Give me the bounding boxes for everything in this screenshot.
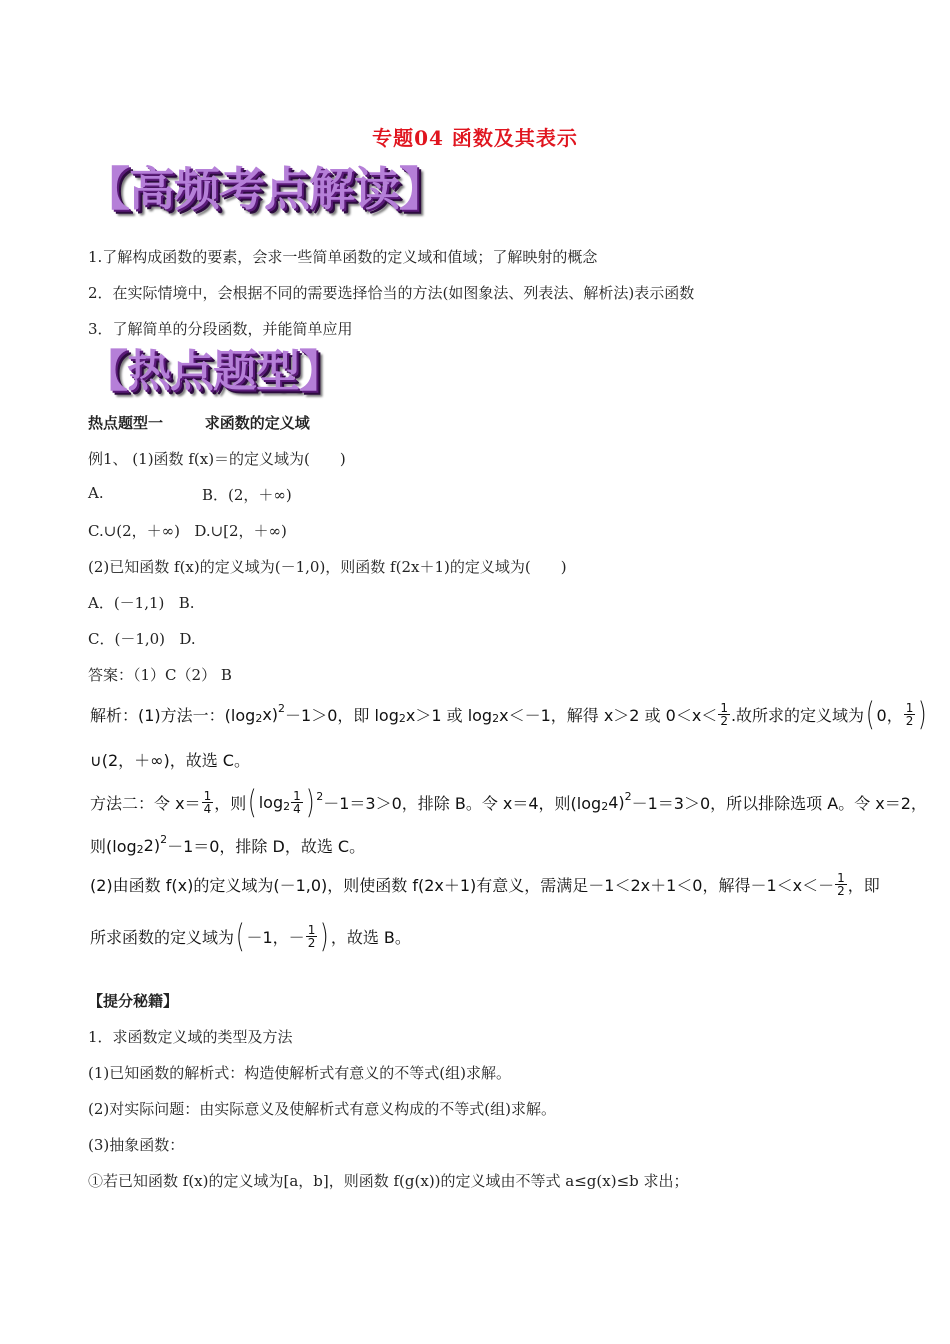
example1-q2-options-cd: C．(－1,0) D. — [88, 630, 196, 648]
solution-line-5: (2)由函数 f(x)的定义域为(－1,0)，则使函数 f(2x＋1)有意义，需满足－1＜2x＋1＜0，解得－1＜x＜－ $\frac{1}{2}$ ，即 — [90, 871, 880, 898]
example1-q2-options-ab: A．(－1,1) B. — [88, 594, 195, 612]
example1-q1-options-cd: C.∪(2，＋∞) D.∪[2，＋∞) — [88, 522, 287, 540]
objective-2: 2．在实际情境中，会根据不同的需要选择恰当的方法(如图象法、列表法、解析法)表示函数 — [88, 284, 695, 302]
fraction: $\frac{1}{2}$ — [720, 700, 728, 728]
hot-types-banner: 【热点题型】 — [84, 346, 342, 397]
fraction: $\frac{1}{2}$ — [837, 871, 845, 898]
tip-item-5: ①若已知函数 f(x)的定义域为[a，b]，则函数 f(g(x))的定义域由不等式 a≤g(x)≤b 求出； — [88, 1172, 689, 1190]
example1-q1-option-b: B．(2，＋∞) — [202, 486, 292, 504]
solution-line-1: 解析：(1)方法一：(log 2 x) 2 －1＞0，即 log 2 x＞1 或 log 2 x＜－1，解得 x＞2 或 0＜x＜ $\frac{1}{2}$ .故所求的定义域为 ( 0， $\frac{1}{2}$ ) — [90, 695, 927, 733]
example1-answer: 答案：（1）C（2） B — [88, 666, 232, 684]
fraction: $\frac{1}{2}$ — [307, 922, 316, 950]
tip-item-2: (1)已知函数的解析式：构造使解析式有意义的不等式(组)求解。 — [88, 1064, 511, 1082]
fraction: $\frac{1}{4}$ — [293, 788, 301, 816]
example1-q1-option-a: A. — [88, 484, 104, 502]
fraction: $\frac{1}{2}$ — [905, 700, 914, 728]
solution-line-2: ∪(2，＋∞)，故选 C。 — [90, 751, 250, 770]
tip-item-1: 1．求函数定义域的类型及方法 — [88, 1028, 293, 1046]
tip-item-3: (2)对实际问题：由实际意义及使解析式有意义构成的不等式(组)求解。 — [88, 1100, 556, 1118]
solution-line-3: 方法二：令 x＝ $\frac{1}{4}$ ，则 ( log 2 $\frac{1}{4}$ ) 2 －1＝3＞0，排除 B。令 x＝4，则(log 2 4) 2 －1＝3＞0，所以排除选项 A。令 x＝2， — [90, 783, 927, 821]
high-frequency-banner: 【高频考点解读】 — [84, 162, 444, 216]
objective-3: 3．了解简单的分段函数，并能简单应用 — [88, 320, 353, 338]
example1-q1: 例1、 (1)函数 f(x)＝的定义域为( ) — [88, 450, 346, 468]
objective-1: 1.了解构成函数的要素，会求一些简单函数的定义域和值域；了解映射的概念 — [88, 248, 598, 266]
solution-line-6: 所求函数的定义域为 ( －1，－ $\frac{1}{2}$ ) ，故选 B。 — [90, 917, 411, 955]
page-title: 专题04 函数及其表示 — [372, 126, 578, 150]
tip-item-4: (3)抽象函数： — [88, 1136, 185, 1154]
solution-line-4: 则(log 2 2) 2 －1＝0，排除 D，故选 C。 — [90, 833, 366, 856]
tips-heading: 【提分秘籍】 — [88, 992, 179, 1010]
hot-type-heading: 热点题型一 求函数的定义域 — [88, 414, 310, 432]
example1-q2: (2)已知函数 f(x)的定义域为(－1,0)，则函数 f(2x＋1)的定义域为( ) — [88, 558, 567, 576]
fraction: $\frac{1}{4}$ — [203, 788, 212, 816]
